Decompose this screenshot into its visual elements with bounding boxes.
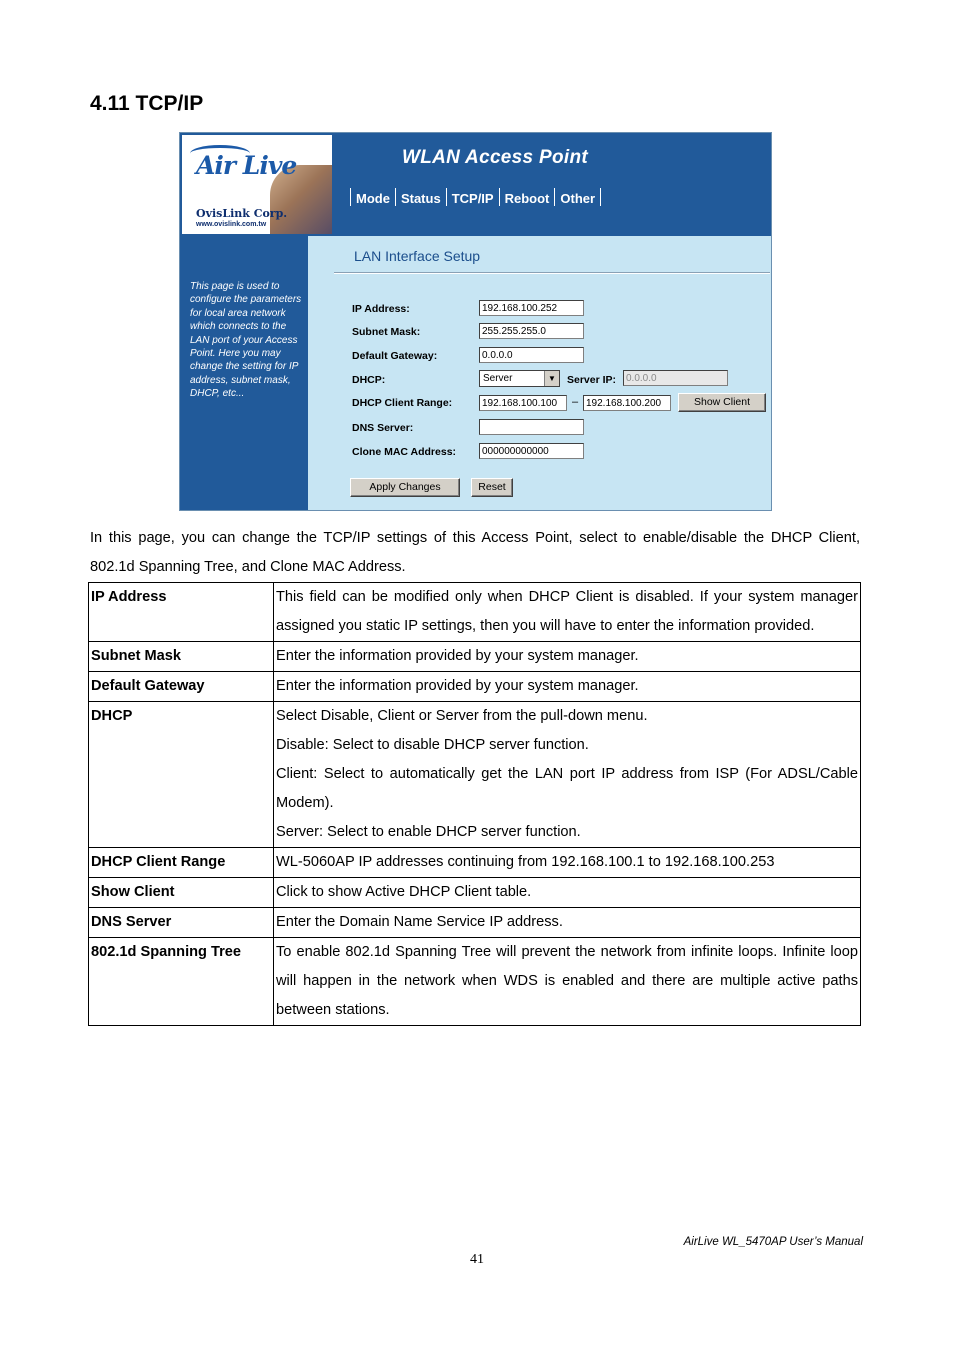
server-ip-label: Server IP:: [567, 374, 617, 386]
desc-line: Enter the Domain Name Service IP address.: [276, 914, 563, 930]
desc-line: To enable 802.1d Spanning Tree will prevent the network from infinite loops. Infinite loop will happen in the network when WDS is enabled and there are multiple active paths between stations.: [276, 944, 858, 1018]
table-row: [89, 878, 861, 908]
clone-mac-input[interactable]: 000000000000: [479, 443, 584, 459]
table-desc: [274, 878, 861, 908]
dns-server-input[interactable]: [479, 419, 584, 435]
page-number: 41: [470, 1252, 484, 1267]
default-gateway-input[interactable]: 0.0.0.0: [479, 347, 584, 363]
table-row: [89, 848, 861, 878]
desc-line: Select Disable, Client or Server from the pull-down menu.: [276, 708, 648, 724]
range-separator: –: [572, 396, 579, 408]
logo-brand: Air Live: [196, 151, 297, 180]
sidebar-description: This page is used to configure the parameters for local area network which connects to the LAN port of your Access Point. Here you may change the setting for IP address, subnet mask, DHCP, etc...: [190, 281, 302, 400]
desc-line: WL-5060AP IP addresses continuing from 192.168.100.1 to 192.168.100.253: [276, 854, 775, 870]
sidebar: [180, 236, 308, 511]
table-row: [89, 642, 861, 672]
router-screenshot: [179, 132, 772, 511]
table-term: IP Address: [89, 583, 274, 642]
nav-other[interactable]: Other: [554, 188, 601, 206]
table-desc: [274, 702, 861, 848]
server-ip-input[interactable]: 0.0.0.0: [623, 370, 728, 386]
desc-line: Disable: Select to disable DHCP server function.: [276, 737, 589, 753]
desc-line: Enter the information provided by your system manager.: [276, 678, 639, 694]
nav-mode[interactable]: Mode: [350, 188, 395, 206]
table-desc: [274, 583, 861, 642]
title-divider: [334, 272, 770, 274]
table-row: [89, 672, 861, 702]
reset-button[interactable]: Reset: [471, 478, 513, 497]
table-row: [89, 938, 861, 1026]
show-client-button[interactable]: Show Client: [678, 393, 766, 412]
table-desc: [274, 672, 861, 702]
table-term: DNS Server: [89, 908, 274, 938]
dhcp-label: DHCP:: [352, 374, 386, 386]
ip-address-input[interactable]: 192.168.100.252: [479, 300, 584, 316]
app-title: WLAN Access Point: [402, 147, 588, 168]
settings-table: [88, 582, 861, 1026]
nav-status[interactable]: Status: [395, 188, 446, 206]
table-row: [89, 702, 861, 848]
dns-server-label: DNS Server:: [352, 422, 414, 434]
table-row: [89, 908, 861, 938]
desc-line: Enter the information provided by your system manager.: [276, 648, 639, 664]
table-term: Show Client: [89, 878, 274, 908]
desc-line: Click to show Active DHCP Client table.: [276, 884, 532, 900]
table-term: DHCP: [89, 702, 274, 848]
dhcp-range-end-input[interactable]: 192.168.100.200: [583, 395, 671, 411]
desc-line: Server: Select to enable DHCP server function.: [276, 824, 581, 840]
table-desc: [274, 938, 861, 1026]
airlive-logo: [182, 135, 332, 234]
dhcp-range-start-input[interactable]: 192.168.100.100: [479, 395, 567, 411]
table-term: Subnet Mask: [89, 642, 274, 672]
table-desc: [274, 848, 861, 878]
lan-setup-panel: [308, 236, 772, 511]
chevron-down-icon[interactable]: ▼: [544, 371, 559, 386]
logo-corp: OvisLink Corp.: [196, 207, 288, 220]
table-desc: [274, 908, 861, 938]
table-desc: [274, 642, 861, 672]
ip-address-label: IP Address:: [352, 303, 410, 315]
apply-changes-button[interactable]: Apply Changes: [350, 478, 460, 497]
table-term: Default Gateway: [89, 672, 274, 702]
desc-line: This field can be modified only when DHCP Client is disabled. If your system manager assigned you static IP settings, then you will have to enter the information provided.: [276, 589, 858, 634]
panel-title: LAN Interface Setup: [354, 248, 481, 264]
subnet-mask-label: Subnet Mask:: [352, 326, 421, 338]
table-row: [89, 583, 861, 642]
top-nav: [350, 188, 601, 208]
logo-url: www.ovislink.com.tw: [196, 221, 267, 228]
dhcp-client-range-label: DHCP Client Range:: [352, 397, 453, 409]
table-term: DHCP Client Range: [89, 848, 274, 878]
screenshot-header: [180, 133, 772, 236]
section-heading: 4.11 TCP/IP: [90, 92, 204, 115]
table-term: 802.1d Spanning Tree: [89, 938, 274, 1026]
nav-tcpip[interactable]: TCP/IP: [446, 188, 499, 206]
nav-reboot[interactable]: Reboot: [499, 188, 555, 206]
clone-mac-label: Clone MAC Address:: [352, 446, 457, 458]
default-gateway-label: Default Gateway:: [352, 350, 438, 362]
dhcp-select-value: Server: [483, 373, 513, 384]
manual-footer: AirLive WL_5470AP User’s Manual: [683, 1236, 863, 1248]
subnet-mask-input[interactable]: 255.255.255.0: [479, 323, 584, 339]
intro-paragraph: In this page, you can change the TCP/IP settings of this Access Point, select to enable/disable the DHCP Client, 802.1d Spanning Tree, and Clone MAC Address.: [90, 530, 860, 575]
desc-line: Client: Select to automatically get the LAN port IP address from ISP (For ADSL/Cable Modem).: [276, 766, 858, 811]
dhcp-select[interactable]: [479, 370, 560, 387]
